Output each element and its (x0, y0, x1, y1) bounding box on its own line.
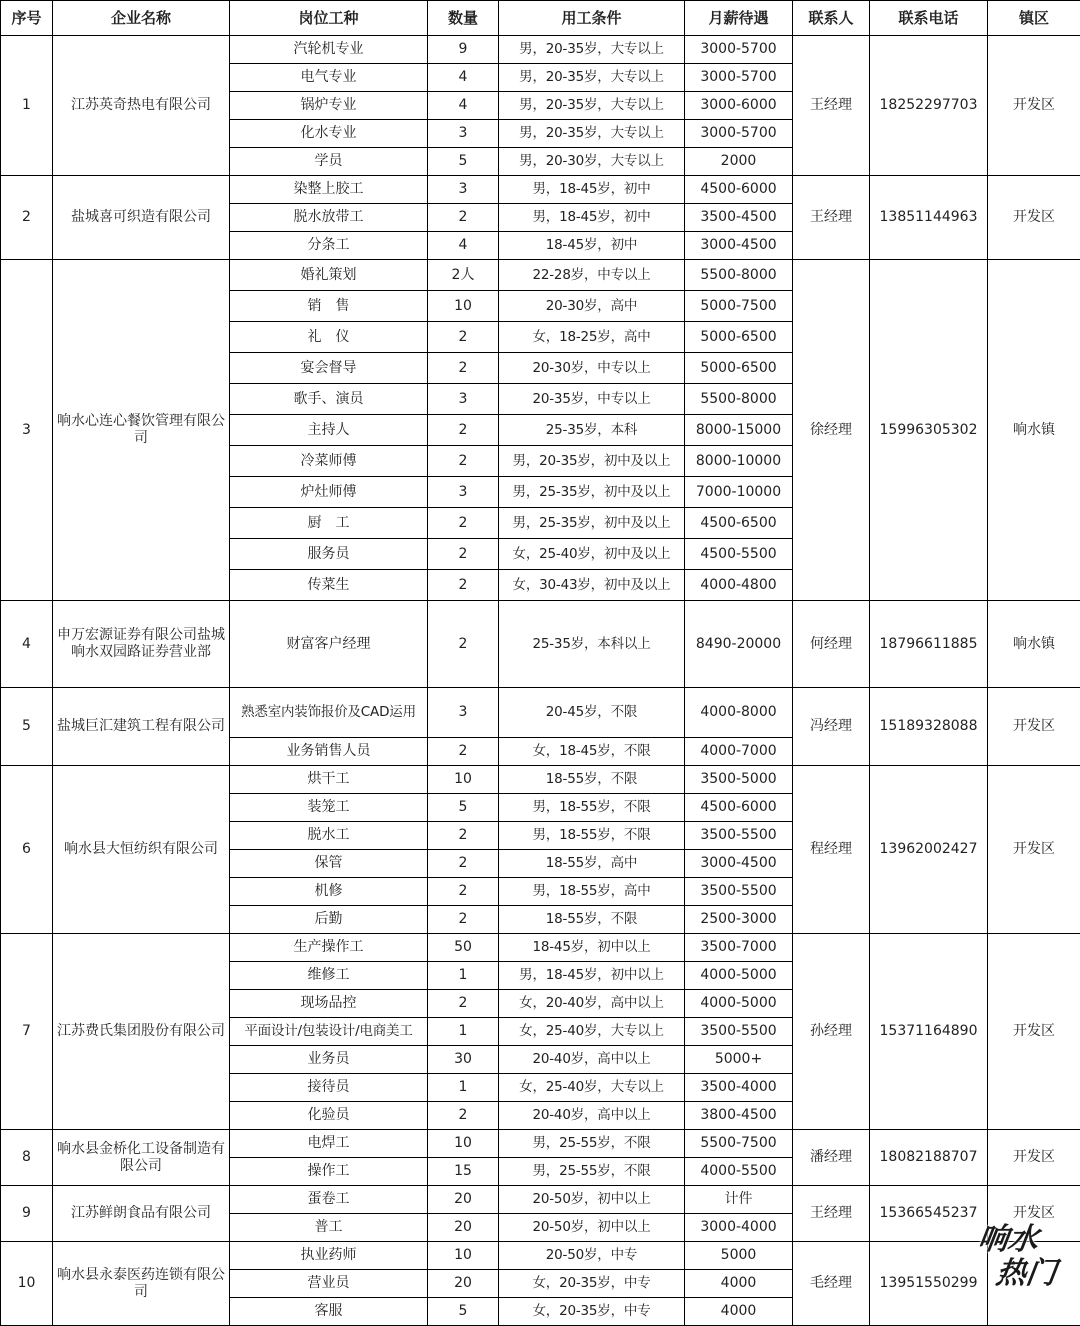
job-conditions: 20-35岁，中专以上 (499, 384, 685, 415)
job-count: 4 (428, 232, 499, 260)
header-contact: 联系人 (793, 1, 870, 36)
contact-phone: 15371164890 (870, 934, 988, 1130)
job-salary: 4500-6000 (685, 794, 793, 822)
job-salary: 3500-4000 (685, 1074, 793, 1102)
job-title: 歌手、演员 (230, 384, 428, 415)
job-salary: 4500-6000 (685, 176, 793, 204)
job-salary: 2500-3000 (685, 906, 793, 934)
district: 开发区 (988, 1130, 1080, 1186)
job-title: 厨 工 (230, 508, 428, 539)
job-count: 2 (428, 508, 499, 539)
job-salary: 计件 (685, 1186, 793, 1214)
job-conditions: 女，20-35岁，中专 (499, 1270, 685, 1298)
job-count: 20 (428, 1214, 499, 1242)
company-index: 10 (1, 1242, 53, 1326)
job-title: 现场品控 (230, 990, 428, 1018)
job-count: 1 (428, 962, 499, 990)
job-conditions: 男，25-55岁，不限 (499, 1130, 685, 1158)
company-name: 江苏费氏集团股份有限公司 (53, 934, 230, 1130)
job-conditions: 男，18-45岁，初中以上 (499, 962, 685, 990)
header-district: 镇区 (988, 1, 1080, 36)
job-title: 销 售 (230, 291, 428, 322)
contact-person: 毛经理 (793, 1242, 870, 1326)
job-conditions: 18-55岁，高中 (499, 850, 685, 878)
job-conditions: 25-35岁，本科 (499, 415, 685, 446)
job-count: 2 (428, 539, 499, 570)
job-count: 9 (428, 36, 499, 64)
company-index: 7 (1, 934, 53, 1130)
job-salary: 3500-5000 (685, 766, 793, 794)
job-title: 装笼工 (230, 794, 428, 822)
contact-person: 潘经理 (793, 1130, 870, 1186)
job-count: 2 (428, 415, 499, 446)
table-row (1, 601, 1080, 688)
company-index: 3 (1, 260, 53, 601)
job-title: 业务员 (230, 1046, 428, 1074)
job-salary: 4000-7000 (685, 738, 793, 766)
job-title: 保管 (230, 850, 428, 878)
job-title: 化水专业 (230, 120, 428, 148)
job-salary: 3500-7000 (685, 934, 793, 962)
job-conditions: 男，18-55岁，不限 (499, 794, 685, 822)
header-count: 数量 (428, 1, 499, 36)
company-index: 1 (1, 36, 53, 176)
job-title: 生产操作工 (230, 934, 428, 962)
table-row (1, 260, 1080, 291)
job-conditions: 20-40岁，高中以上 (499, 1046, 685, 1074)
watermark-line-1: 响水 (976, 1223, 1073, 1257)
job-conditions: 女，25-40岁，大专以上 (499, 1018, 685, 1046)
district: 开发区 (988, 176, 1080, 260)
job-title: 脱水放带工 (230, 204, 428, 232)
job-conditions: 女，25-40岁，大专以上 (499, 1074, 685, 1102)
job-count: 3 (428, 176, 499, 204)
header-index: 序号 (1, 1, 53, 36)
job-count: 15 (428, 1158, 499, 1186)
job-salary: 5500-8000 (685, 260, 793, 291)
company-name: 江苏英奇热电有限公司 (53, 36, 230, 176)
job-salary: 7000-10000 (685, 477, 793, 508)
job-title: 婚礼策划 (230, 260, 428, 291)
job-count: 3 (428, 384, 499, 415)
job-count: 2 (428, 204, 499, 232)
job-title: 锅炉专业 (230, 92, 428, 120)
company-name: 申万宏源证券有限公司盐城响水双园路证券营业部 (53, 601, 230, 688)
contact-phone: 13962002427 (870, 766, 988, 934)
company-index: 6 (1, 766, 53, 934)
job-salary: 8490-20000 (685, 601, 793, 688)
contact-person: 徐经理 (793, 260, 870, 601)
header-phone: 联系电话 (870, 1, 988, 36)
job-conditions: 男，25-35岁，初中及以上 (499, 508, 685, 539)
job-salary: 4000 (685, 1298, 793, 1326)
job-conditions: 20-50岁，初中以上 (499, 1186, 685, 1214)
company-name: 响水县金桥化工设备制造有限公司 (53, 1130, 230, 1186)
job-conditions: 男，18-55岁，高中 (499, 878, 685, 906)
job-conditions: 22-28岁，中专以上 (499, 260, 685, 291)
job-count: 2 (428, 446, 499, 477)
company-index: 8 (1, 1130, 53, 1186)
job-salary: 3000-4500 (685, 232, 793, 260)
job-title: 礼 仪 (230, 322, 428, 353)
table-row (1, 1186, 1080, 1214)
job-count: 10 (428, 291, 499, 322)
district: 响水镇 (988, 601, 1080, 688)
job-conditions: 25-35岁，本科以上 (499, 601, 685, 688)
job-count: 2 (428, 322, 499, 353)
company-name: 盐城喜可织造有限公司 (53, 176, 230, 260)
company-index: 5 (1, 688, 53, 766)
job-salary: 4000-5500 (685, 1158, 793, 1186)
job-count: 5 (428, 1298, 499, 1326)
job-count: 10 (428, 1242, 499, 1270)
header-row (1, 1, 1080, 36)
job-salary: 3500-5500 (685, 822, 793, 850)
job-salary: 3000-5700 (685, 64, 793, 92)
contact-person: 程经理 (793, 766, 870, 934)
company-name: 江苏鲜朗食品有限公司 (53, 1186, 230, 1242)
job-count: 1 (428, 1074, 499, 1102)
job-conditions: 18-45岁，初中以上 (499, 934, 685, 962)
job-conditions: 男，20-35岁，大专以上 (499, 36, 685, 64)
job-conditions: 男，18-45岁，初中 (499, 176, 685, 204)
header-company: 企业名称 (53, 1, 230, 36)
table-row (1, 176, 1080, 204)
contact-phone: 15366545237 (870, 1186, 988, 1242)
job-salary: 3000-4500 (685, 850, 793, 878)
job-count: 2 (428, 822, 499, 850)
job-title: 机修 (230, 878, 428, 906)
contact-person: 王经理 (793, 1186, 870, 1242)
job-count: 2人 (428, 260, 499, 291)
job-title: 汽轮机专业 (230, 36, 428, 64)
job-title: 服务员 (230, 539, 428, 570)
job-title: 后勤 (230, 906, 428, 934)
job-salary: 5000-6500 (685, 353, 793, 384)
company-name: 响水县大恒纺织有限公司 (53, 766, 230, 934)
job-title: 客服 (230, 1298, 428, 1326)
table-row (1, 766, 1080, 794)
job-title: 冷菜师傅 (230, 446, 428, 477)
contact-phone: 18796611885 (870, 601, 988, 688)
job-count: 4 (428, 92, 499, 120)
contact-person: 王经理 (793, 36, 870, 176)
job-count: 3 (428, 688, 499, 738)
job-count: 2 (428, 601, 499, 688)
job-salary: 5500-7500 (685, 1130, 793, 1158)
job-title: 化验员 (230, 1102, 428, 1130)
job-title: 普工 (230, 1214, 428, 1242)
company-name: 盐城巨汇建筑工程有限公司 (53, 688, 230, 766)
job-title: 宴会督导 (230, 353, 428, 384)
job-salary: 4000-4800 (685, 570, 793, 601)
table-row (1, 934, 1080, 962)
job-count: 10 (428, 766, 499, 794)
job-title: 操作工 (230, 1158, 428, 1186)
job-conditions: 男，20-30岁，大专以上 (499, 148, 685, 176)
job-title: 熟悉室内装饰报价及CAD运用 (230, 688, 428, 738)
contact-person: 孙经理 (793, 934, 870, 1130)
table-row (1, 1130, 1080, 1158)
job-salary: 3000-5700 (685, 36, 793, 64)
job-salary: 5000-6500 (685, 322, 793, 353)
header-job: 岗位工种 (230, 1, 428, 36)
job-salary: 2000 (685, 148, 793, 176)
job-title: 脱水工 (230, 822, 428, 850)
job-count: 2 (428, 353, 499, 384)
job-conditions: 20-30岁，高中 (499, 291, 685, 322)
contact-phone: 15996305302 (870, 260, 988, 601)
job-title: 业务销售人员 (230, 738, 428, 766)
job-title: 电气专业 (230, 64, 428, 92)
district: 开发区 (988, 766, 1080, 934)
job-count: 3 (428, 477, 499, 508)
job-title: 烘干工 (230, 766, 428, 794)
table-row (1, 1242, 1080, 1270)
job-salary: 5000+ (685, 1046, 793, 1074)
job-title: 主持人 (230, 415, 428, 446)
job-count: 4 (428, 64, 499, 92)
job-title: 维修工 (230, 962, 428, 990)
job-salary: 3500-5500 (685, 1018, 793, 1046)
job-salary: 8000-10000 (685, 446, 793, 477)
job-salary: 4000-5000 (685, 990, 793, 1018)
job-title: 传菜生 (230, 570, 428, 601)
job-count: 20 (428, 1186, 499, 1214)
job-title: 财富客户经理 (230, 601, 428, 688)
job-count: 2 (428, 906, 499, 934)
job-salary: 3000-4000 (685, 1214, 793, 1242)
job-salary: 3800-4500 (685, 1102, 793, 1130)
job-count: 5 (428, 794, 499, 822)
job-count: 30 (428, 1046, 499, 1074)
job-conditions: 男，25-55岁，不限 (499, 1158, 685, 1186)
job-title: 蛋卷工 (230, 1186, 428, 1214)
job-title: 分条工 (230, 232, 428, 260)
job-salary: 5000-7500 (685, 291, 793, 322)
job-salary: 3000-5700 (685, 120, 793, 148)
job-count: 10 (428, 1130, 499, 1158)
job-conditions: 男，20-35岁，大专以上 (499, 64, 685, 92)
job-conditions: 女，30-43岁，初中及以上 (499, 570, 685, 601)
job-title: 染整上胶工 (230, 176, 428, 204)
job-title: 电焊工 (230, 1130, 428, 1158)
table-body (1, 36, 1080, 1326)
job-conditions: 18-45岁，初中 (499, 232, 685, 260)
contact-phone: 13951550299 (870, 1242, 988, 1326)
job-salary: 4500-5500 (685, 539, 793, 570)
job-title: 平面设计/包装设计/电商美工 (230, 1018, 428, 1046)
company-index: 2 (1, 176, 53, 260)
company-index: 9 (1, 1186, 53, 1242)
contact-person: 王经理 (793, 176, 870, 260)
job-title: 炉灶师傅 (230, 477, 428, 508)
job-count: 2 (428, 738, 499, 766)
contact-phone: 15189328088 (870, 688, 988, 766)
job-conditions: 男，20-35岁，大专以上 (499, 92, 685, 120)
job-count: 2 (428, 1102, 499, 1130)
contact-phone: 18082188707 (870, 1130, 988, 1186)
district: 开发区 (988, 934, 1080, 1130)
job-salary: 4500-6500 (685, 508, 793, 539)
table-row (1, 688, 1080, 738)
job-conditions: 男，20-35岁，大专以上 (499, 120, 685, 148)
job-count: 2 (428, 850, 499, 878)
contact-phone: 13851144963 (870, 176, 988, 260)
job-title: 执业药师 (230, 1242, 428, 1270)
job-conditions: 20-40岁，高中以上 (499, 1102, 685, 1130)
job-count: 3 (428, 120, 499, 148)
job-conditions: 18-55岁，不限 (499, 766, 685, 794)
job-count: 5 (428, 148, 499, 176)
job-count: 2 (428, 878, 499, 906)
header-conditions: 用工条件 (499, 1, 685, 36)
job-title: 接待员 (230, 1074, 428, 1102)
job-conditions: 男，18-55岁，不限 (499, 822, 685, 850)
watermark-logo (978, 1223, 1070, 1297)
job-conditions: 女，20-35岁，中专 (499, 1298, 685, 1326)
contact-person: 冯经理 (793, 688, 870, 766)
job-count: 2 (428, 990, 499, 1018)
job-salary: 4000-8000 (685, 688, 793, 738)
company-name: 响水县永泰医药连锁有限公司 (53, 1242, 230, 1326)
job-conditions: 18-55岁，不限 (499, 906, 685, 934)
job-count: 1 (428, 1018, 499, 1046)
job-conditions: 男，18-45岁，初中 (499, 204, 685, 232)
company-name: 响水心连心餐饮管理有限公司 (53, 260, 230, 601)
job-salary: 3000-6000 (685, 92, 793, 120)
job-count: 20 (428, 1270, 499, 1298)
watermark-line-2: 热门 (976, 1257, 1073, 1291)
job-conditions: 男，25-35岁，初中及以上 (499, 477, 685, 508)
job-salary: 3500-4500 (685, 204, 793, 232)
job-count: 50 (428, 934, 499, 962)
job-salary: 8000-15000 (685, 415, 793, 446)
job-count: 2 (428, 570, 499, 601)
job-conditions: 女，18-45岁，不限 (499, 738, 685, 766)
job-salary: 4000-5000 (685, 962, 793, 990)
contact-phone: 18252297703 (870, 36, 988, 176)
district: 开发区 (988, 688, 1080, 766)
header-salary: 月薪待遇 (685, 1, 793, 36)
job-conditions: 20-30岁，中专以上 (499, 353, 685, 384)
job-conditions: 女，18-25岁，高中 (499, 322, 685, 353)
job-conditions: 20-50岁，中专 (499, 1242, 685, 1270)
job-title: 营业员 (230, 1270, 428, 1298)
district: 开发区 (988, 36, 1080, 176)
job-conditions: 20-50岁，初中以上 (499, 1214, 685, 1242)
table-row (1, 36, 1080, 64)
job-salary: 5000 (685, 1242, 793, 1270)
company-index: 4 (1, 601, 53, 688)
job-conditions: 男，20-35岁，初中及以上 (499, 446, 685, 477)
job-salary: 3500-5500 (685, 878, 793, 906)
job-salary: 4000 (685, 1270, 793, 1298)
district: 响水镇 (988, 260, 1080, 601)
job-salary: 5500-8000 (685, 384, 793, 415)
job-conditions: 女，20-40岁，高中以上 (499, 990, 685, 1018)
contact-person: 何经理 (793, 601, 870, 688)
job-title: 学员 (230, 148, 428, 176)
district: 开发区 (988, 1186, 1080, 1242)
job-conditions: 20-45岁，不限 (499, 688, 685, 738)
job-conditions: 女，25-40岁，初中及以上 (499, 539, 685, 570)
